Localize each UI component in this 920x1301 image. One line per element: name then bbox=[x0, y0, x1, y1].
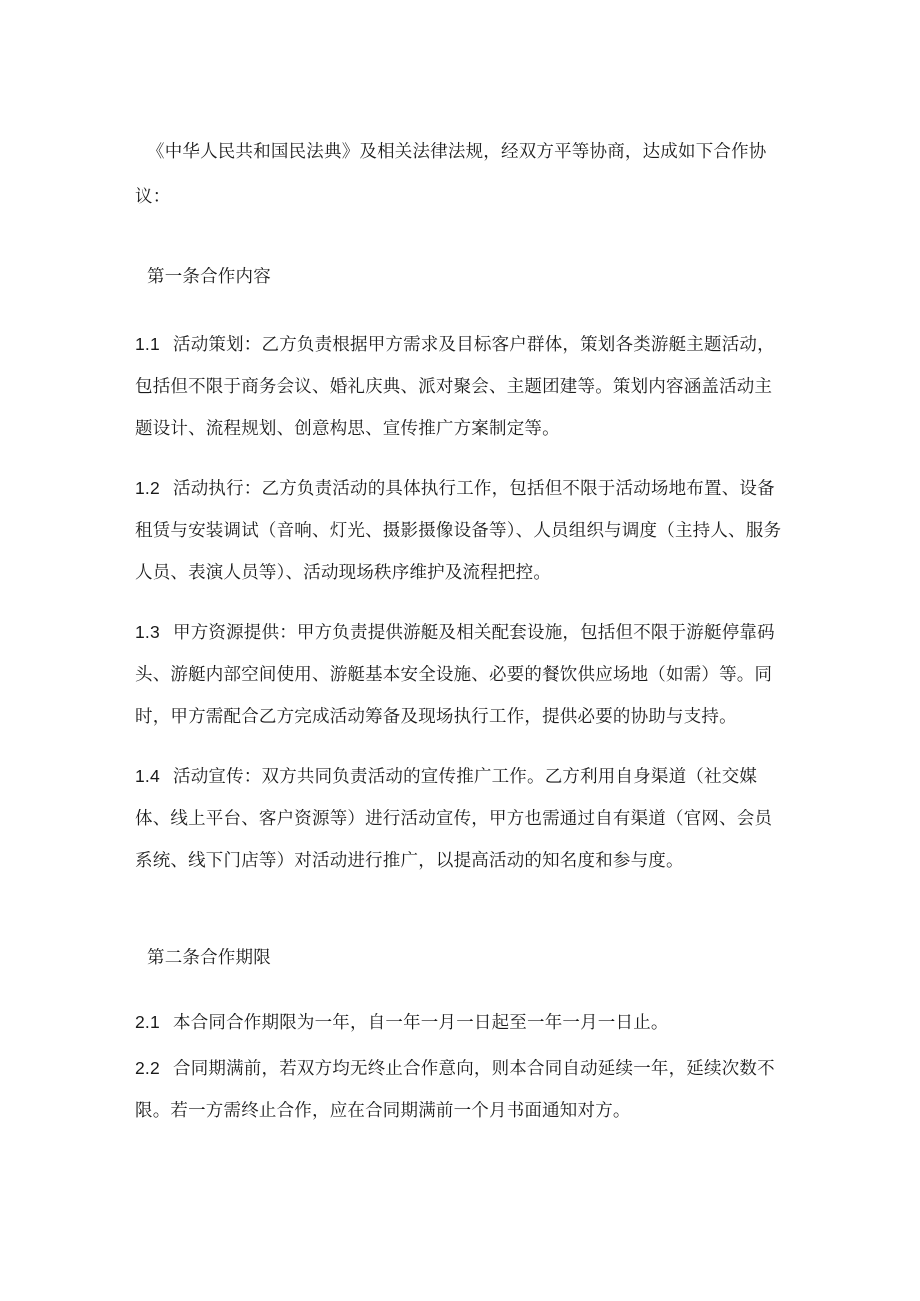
clause-number: 1.2 bbox=[135, 477, 160, 498]
clause-number: 1.1 bbox=[135, 333, 160, 354]
clause-text: 本合同合作期限为一年，自一年一月一日起至一年一月一日止。 bbox=[173, 1012, 669, 1033]
clause-text: 甲方资源提供：甲方负责提供游艇及相关配套设施，包括但不限于游艇停靠码头、游艇内部空间使用、游艇基本安全设施、必要的餐饮供应场地（如需）等。同时，甲方需配合乙方完成活动筹备及现场执行工作，提供必要的协助与支持。 bbox=[135, 622, 775, 727]
clause-number: 1.4 bbox=[135, 765, 160, 786]
section-2-heading: 第二条合作期限 bbox=[147, 948, 271, 968]
clause-2-2 bbox=[135, 1047, 785, 1132]
clause-text: 活动策划：乙方负责根据甲方需求及目标客户群体，策划各类游艇主题活动，包括但不限于商务会议、婚礼庆典、派对聚会、主题团建等。策划内容涵盖活动主题设计、流程规划、创意构思、宣传推广方案制定等。 bbox=[135, 334, 775, 439]
clause-text: 活动执行：乙方负责活动的具体执行工作，包括但不限于活动场地布置、设备租赁与安装调试（音响、灯光、摄影摄像设备等）、人员组织与调度（主持人、服务人员、表演人员等）、活动现场秩序维护及流程把控。 bbox=[135, 478, 782, 583]
section-1-heading: 第一条合作内容 bbox=[147, 267, 271, 287]
clause-1-3 bbox=[135, 611, 785, 738]
clause-number: 1.3 bbox=[135, 621, 160, 642]
clause-2-1 bbox=[135, 1001, 785, 1044]
intro-paragraph: 《中华人民共和国民法典》及相关法律法规，经双方平等协商，达成如下合作协议： bbox=[135, 141, 767, 207]
clause-text: 活动宣传：双方共同负责活动的宣传推广工作。乙方利用自身渠道（社交媒体、线上平台、客户资源等）进行活动宣传，甲方也需通过自有渠道（官网、会员系统、线下门店等）对活动进行推广，以提高活动的知名度和参与度。 bbox=[135, 766, 773, 871]
clause-1-1 bbox=[135, 323, 785, 450]
clause-1-4 bbox=[135, 755, 785, 882]
clause-number: 2.2 bbox=[135, 1057, 160, 1078]
clause-text: 合同期满前，若双方均无终止合作意向，则本合同自动延续一年，延续次数不限。若一方需终止合作，应在合同期满前一个月书面通知对方。 bbox=[135, 1058, 775, 1121]
clause-number: 2.1 bbox=[135, 1011, 160, 1032]
clause-1-2 bbox=[135, 467, 785, 594]
